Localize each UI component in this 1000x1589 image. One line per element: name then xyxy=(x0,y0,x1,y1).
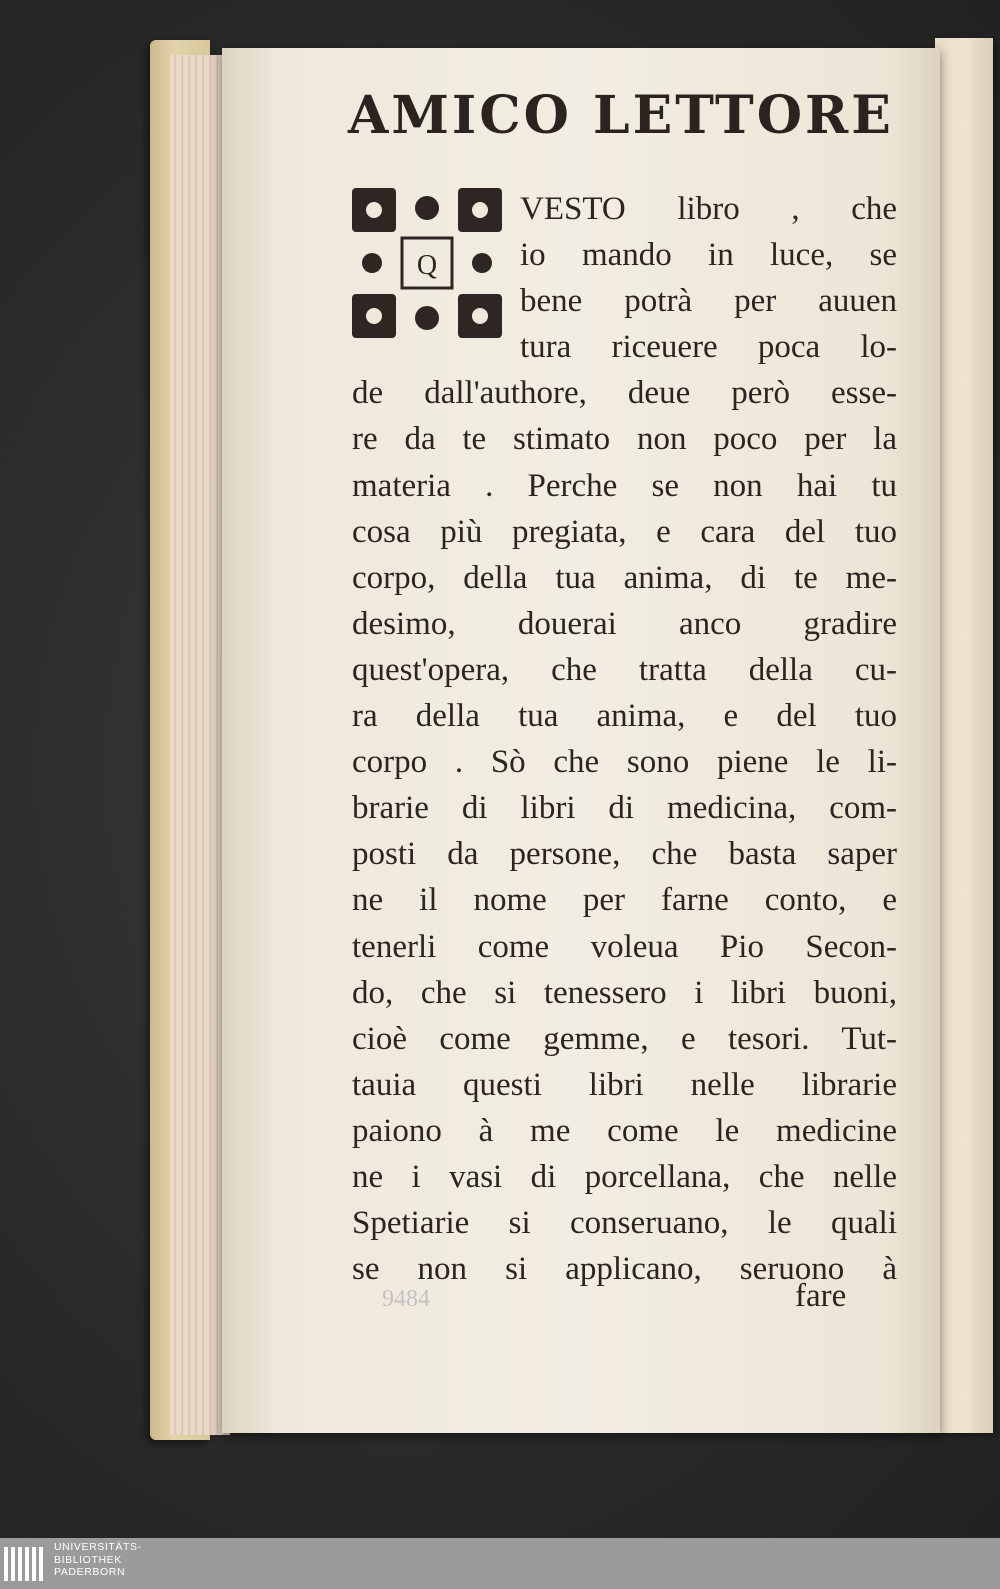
catchword: fare xyxy=(795,1278,847,1314)
page-body xyxy=(352,186,897,1292)
text-line: io mando in luce, se xyxy=(520,237,897,274)
text-line: re da te stimato non poco per la xyxy=(352,421,897,458)
text-line: paiono à me come le medicine xyxy=(352,1112,897,1149)
text-line: ne il nome per farne conto, e xyxy=(352,882,897,919)
text-line: cioè come gemme, e tesori. Tut- xyxy=(352,1020,897,1057)
library-logo-icon xyxy=(4,1543,48,1585)
text-line: VESTO libro , che xyxy=(520,191,897,227)
text-line: cosa più pregiata, e cara del tuo xyxy=(352,513,897,550)
text-line: corpo . Sò che sono piene le li- xyxy=(352,744,897,781)
text-line: tura riceuere poca lo- xyxy=(520,329,897,366)
library-stamp: 9484 xyxy=(382,1286,430,1312)
text-line: ne i vasi di porcellana, che nelle xyxy=(352,1158,897,1195)
text-line: quest'opera, che tratta della cu- xyxy=(352,651,897,688)
text-line: ra della tua anima, e del tuo xyxy=(352,698,897,735)
footer-bar xyxy=(0,1538,1000,1589)
text-line: Spetiarie si conseruano, le quali xyxy=(352,1205,897,1242)
text-line: de dall'authore, deue però esse- xyxy=(352,375,897,412)
facing-page-edge xyxy=(935,38,993,1433)
text-line: do, che si tenessero i libri buoni, xyxy=(352,974,897,1011)
text-line: materia . Perche se non hai tu xyxy=(352,467,897,504)
text-line: tenerli come voleua Pio Secon- xyxy=(352,928,897,965)
text-line: se non si applicano, seruono à xyxy=(352,1251,897,1288)
page-edges xyxy=(170,55,230,1435)
text-line: corpo, della tua anima, di te me- xyxy=(352,559,897,596)
text-line: posti da persone, che basta saper xyxy=(352,836,897,873)
library-name: UNIVERSITÄTS- BIBLIOTHEK PADERBORN xyxy=(54,1541,142,1578)
page-heading: AMICO LETTORE xyxy=(348,85,894,146)
text-line: tauia questi libri nelle librarie xyxy=(352,1066,897,1103)
text-line: bene potrà per auuen xyxy=(520,283,897,320)
text-line: desimo, douerai anco gradire xyxy=(352,605,897,642)
text-line: brarie di libri di medicina, com- xyxy=(352,790,897,827)
initial-letter: Q xyxy=(416,250,438,281)
